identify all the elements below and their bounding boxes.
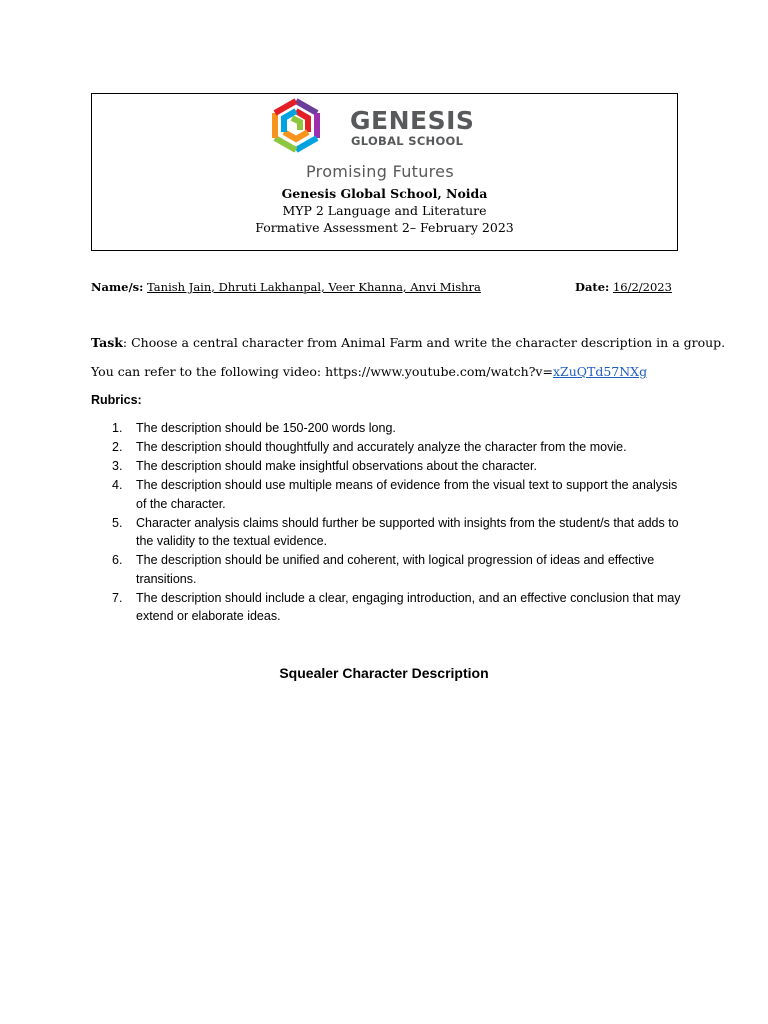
- rubric-text: The description should thoughtfully and accurately analyze the character from the movie.: [136, 440, 627, 454]
- rubric-number: 7.: [112, 590, 123, 605]
- rubric-list: [112, 419, 682, 626]
- rubric-text: The description should use multiple means of evidence from the visual text to support the analysis of the character.: [136, 478, 678, 511]
- rubric-number: 2.: [112, 440, 123, 454]
- rubric-text: The description should be unified and coherent, with logical progression of ideas and effective transitions.: [136, 553, 655, 586]
- rubric-number: 3.: [112, 459, 123, 473]
- course-name: MYP 2 Language and Literature: [282, 203, 487, 218]
- rubric-text: Character analysis claims should further be supported with insights from the student/s that adds to the validity to the textual evidence.: [136, 515, 679, 548]
- task-paragraph: [91, 335, 725, 350]
- rubrics-label: Rubrics:: [91, 393, 142, 407]
- rubric-item: [112, 419, 682, 438]
- video-prefix: You can refer to the following video: https://www.youtube.com/watch?v=: [91, 364, 553, 379]
- video-link[interactable]: xZuQTd57NXg: [552, 364, 648, 379]
- tagline: Promising Futures: [306, 162, 454, 181]
- date-label: Date:: [575, 280, 610, 294]
- brand-subtitle: GLOBAL SCHOOL: [351, 134, 464, 148]
- rubric-text: The description should include a clear, engaging introduction, and an effective conclusion that may extend or elaborate ideas.: [136, 590, 681, 623]
- names-label: Name/s:: [91, 280, 144, 294]
- assessment-title: Formative Assessment 2– February 2023: [255, 220, 514, 235]
- names-row: [91, 280, 481, 294]
- task-label: Task: [91, 335, 123, 350]
- date-value: 16/2/2023: [612, 280, 672, 294]
- video-paragraph: [91, 364, 647, 379]
- hexagon-logo-icon: [275, 101, 317, 150]
- section-title: Squealer Character Description: [279, 665, 489, 681]
- rubric-number: 6.: [112, 553, 123, 567]
- rubric-item: [112, 589, 682, 626]
- rubric-item: [112, 476, 682, 513]
- brand-name: GENESIS: [350, 106, 475, 135]
- rubric-item: [112, 438, 682, 457]
- names-value: Tanish Jain, Dhruti Lakhanpal, Veer Khanna, Anvi Mishra: [147, 280, 481, 294]
- rubric-text: The description should be 150-200 words long.: [136, 421, 396, 435]
- rubric-number: 5.: [112, 515, 123, 530]
- rubric-number: 1.: [112, 421, 123, 435]
- rubric-number: 4.: [112, 478, 123, 492]
- rubric-text: The description should make insightful observations about the character.: [136, 459, 537, 473]
- rubric-item: [112, 514, 682, 551]
- rubric-item: [112, 457, 682, 476]
- rubric-item: [112, 551, 682, 588]
- task-text: : Choose a central character from Animal Farm and write the character description in a group.: [122, 335, 726, 350]
- date-row: [575, 280, 672, 294]
- school-name: Genesis Global School, Noida: [281, 186, 488, 201]
